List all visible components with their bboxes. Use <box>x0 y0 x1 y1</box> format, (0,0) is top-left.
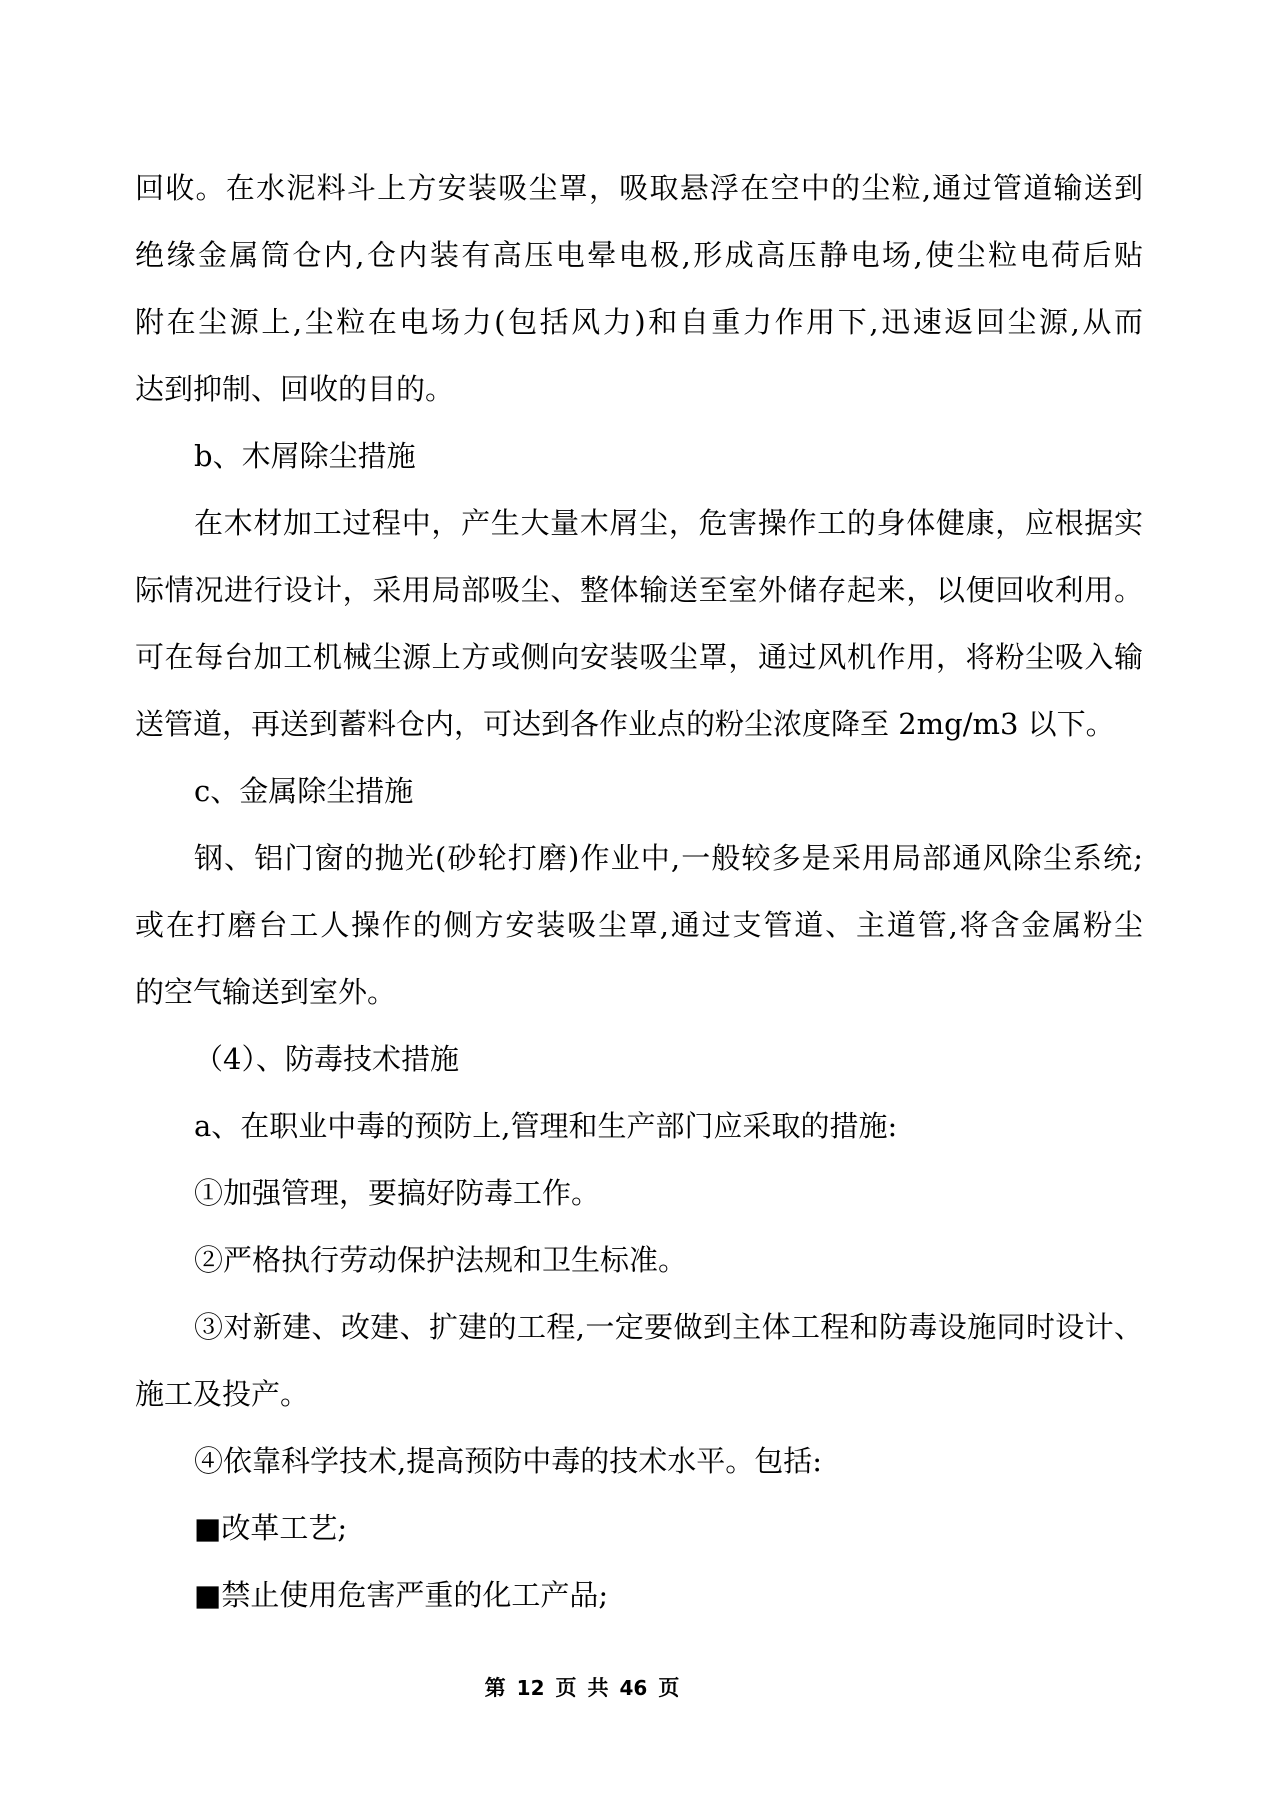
text-line: a、在职业中毒的预防上,管理和生产部门应采取的措施: <box>194 1109 898 1143</box>
text-line: b、木屑除尘措施 <box>194 439 416 473</box>
text-line: （4）、防毒技术措施 <box>194 1042 459 1076</box>
footer-page-number: 12 <box>516 1676 545 1700</box>
text-line: 钢、铝门窗的抛光(砂轮打磨)作业中,一般较多是采用局部通风除尘系统; <box>194 841 1143 875</box>
text-line: c、金属除尘措施 <box>194 774 414 808</box>
text-line: ④依靠科学技术,提高预防中毒的技术水平。包括: <box>194 1444 822 1478</box>
text-line: 在木材加工过程中，产生大量木屑尘，危害操作工的身体健康，应根据实 <box>194 506 1143 540</box>
text-line: ③对新建、改建、扩建的工程,一定要做到主体工程和防毒设施同时设计、 <box>194 1310 1143 1344</box>
text-line: 的空气输送到室外。 <box>135 975 397 1009</box>
text-line: 达到抑制、回收的目的。 <box>135 372 455 406</box>
text-line: 施工及投产。 <box>135 1377 310 1411</box>
text-line: 可在每台加工机械尘源上方或侧向安装吸尘罩，通过风机作用，将粉尘吸入输 <box>135 640 1143 674</box>
text-line: ■改革工艺; <box>194 1511 348 1545</box>
text-line: 绝缘金属筒仓内,仓内装有高压电晕电极,形成高压静电场,使尘粒电荷后贴 <box>135 238 1143 272</box>
document-body <box>135 155 1143 1629</box>
text-line: 或在打磨台工人操作的侧方安装吸尘罩,通过支管道、主道管,将含金属粉尘 <box>135 908 1143 942</box>
text-line: 回收。在水泥料斗上方安装吸尘罩，吸取悬浮在空中的尘粒,通过管道输送到 <box>135 171 1143 205</box>
text-line: 附在尘源上,尘粒在电场力(包括风力)和自重力作用下,迅速返回尘源,从而 <box>135 305 1143 339</box>
text-line: ①加强管理，要搞好防毒工作。 <box>194 1176 601 1210</box>
footer-page-number: 46 <box>619 1676 648 1700</box>
page-footer <box>0 1672 1164 1702</box>
text-line: ②严格执行劳动保护法规和卫生标准。 <box>194 1243 688 1277</box>
footer-part: 第 <box>484 1675 506 1700</box>
text-line: 际情况进行设计，采用局部吸尘、整体输送至室外储存起来，以便回收利用。 <box>135 573 1143 607</box>
footer-part: 页 <box>658 1675 680 1700</box>
text-line: ■禁止使用危害严重的化工产品; <box>194 1578 609 1612</box>
footer-part: 共 <box>587 1675 609 1700</box>
footer-part: 页 <box>555 1675 577 1700</box>
text-line: 送管道，再送到蓄料仓内，可达到各作业点的粉尘浓度降至 2mg/m3 以下。 <box>135 707 1115 741</box>
